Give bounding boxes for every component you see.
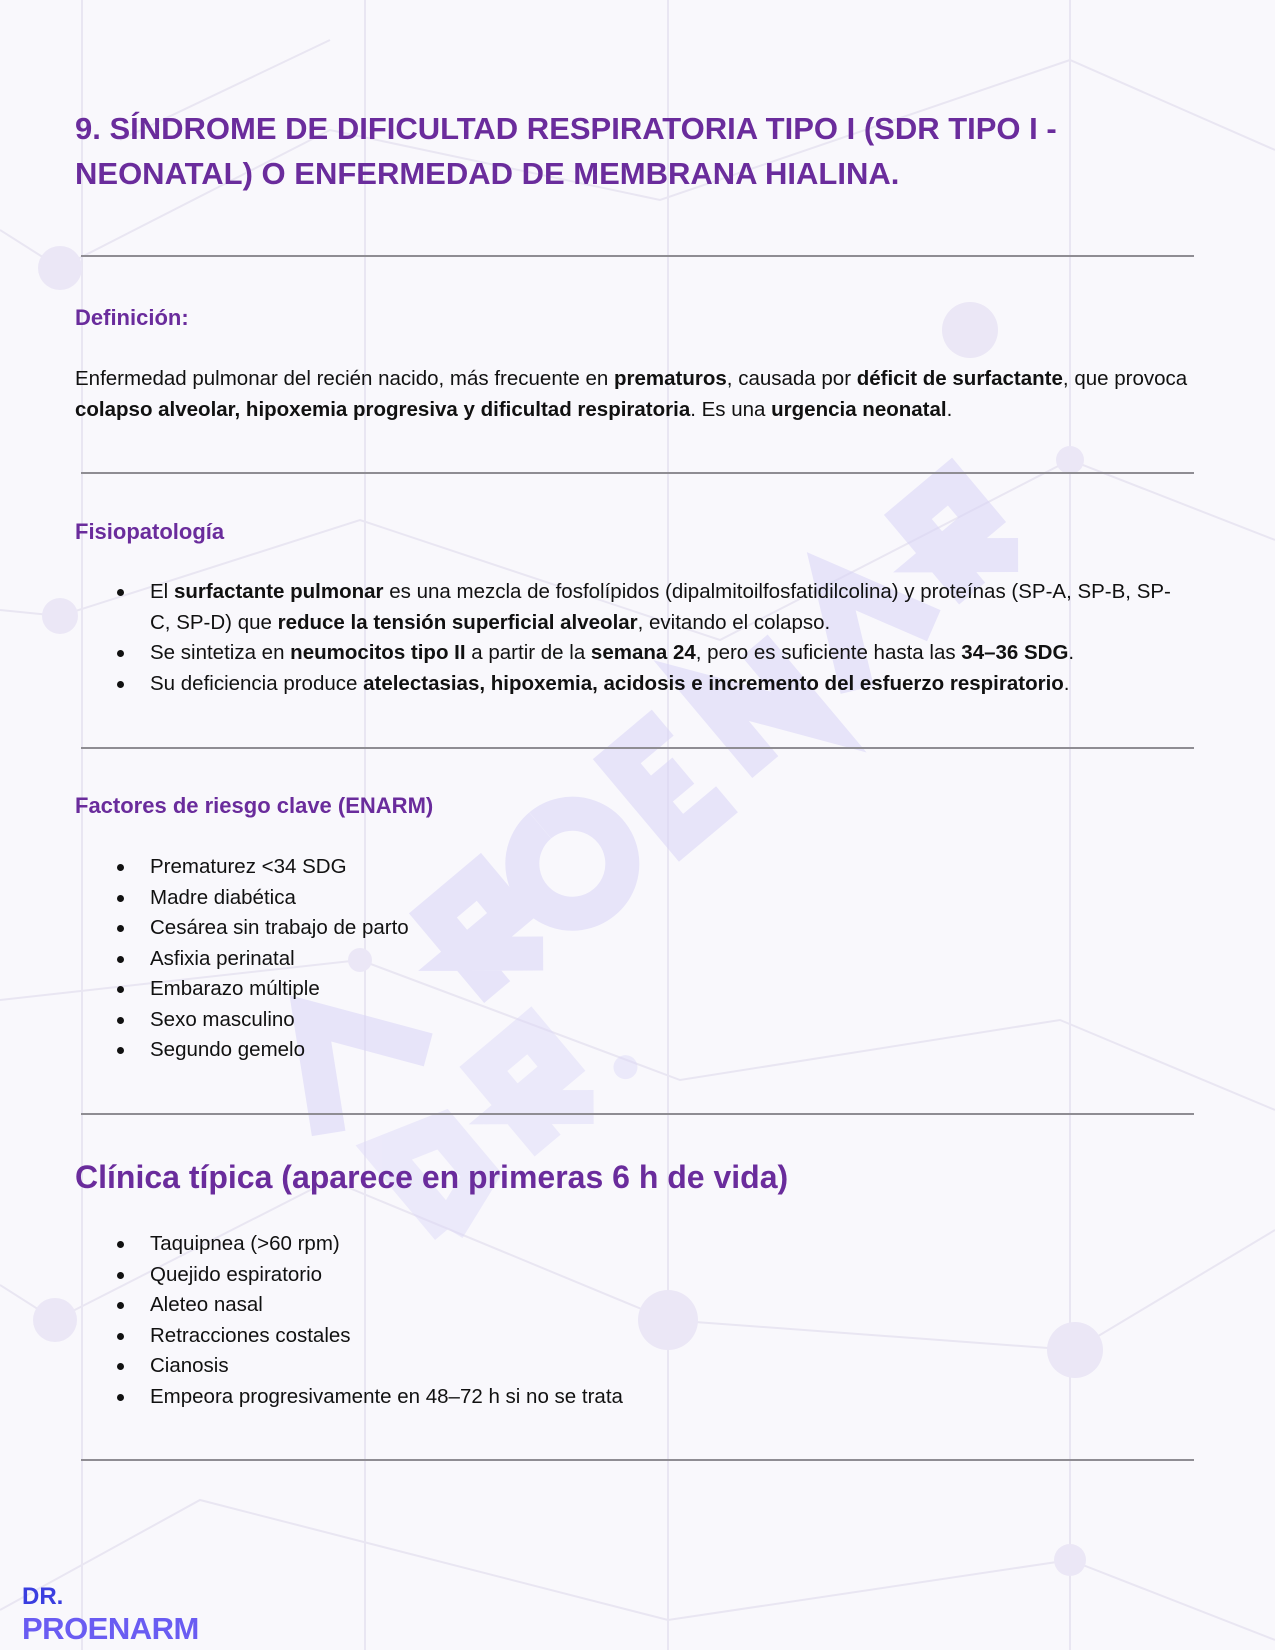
- text-run: .: [946, 397, 953, 421]
- text-run: Enfermedad pulmonar del recién nacido, más frecuente en: [75, 367, 615, 390]
- section-heading-definicion: Definición:: [75, 305, 189, 330]
- text-run: .: [1068, 641, 1075, 664]
- text-run: Taquipnea (>60 rpm): [150, 1232, 340, 1255]
- list-item: [75, 638, 1185, 669]
- brand-logo: [22, 1585, 222, 1645]
- bold-text: urgencia neonatal: [771, 397, 947, 421]
- section-heading-clinica: Clínica típica (aparece en primeras 6 h de vida): [75, 1159, 789, 1195]
- bold-text: semana 24: [590, 641, 696, 664]
- list-item: [75, 1321, 1185, 1352]
- clinica-list: [75, 1229, 1185, 1412]
- factores-list: [75, 852, 1185, 1066]
- text-run: .: [1063, 671, 1070, 695]
- text-run: Retracciones costales: [150, 1323, 351, 1347]
- logo-line-1: DR.: [22, 1583, 64, 1610]
- text-run: Cianosis: [150, 1354, 229, 1377]
- bold-text: surfactante pulmonar: [173, 580, 384, 603]
- list-item: [75, 974, 1185, 1005]
- text-run: Madre diabética: [150, 885, 296, 909]
- text-run: Cesárea sin trabajo de parto: [150, 916, 409, 939]
- text-run: , pero es suficiente hasta las: [695, 641, 962, 664]
- list-item: [75, 1382, 1185, 1413]
- text-run: . Es una: [690, 397, 772, 421]
- divider: [81, 747, 1194, 749]
- text-run: Segundo gemelo: [150, 1038, 306, 1061]
- list-item: [75, 1260, 1185, 1291]
- bold-text: déficit de surfactante: [856, 367, 1063, 390]
- bold-text: atelectasias, hipoxemia, acidosis e incremento del esfuerzo respiratorio: [363, 671, 1064, 695]
- list-item: [75, 1035, 1185, 1066]
- text-run: Embarazo múltiple: [150, 977, 320, 1000]
- list-item: [75, 944, 1185, 975]
- text-run: Se sintetiza en: [150, 641, 291, 664]
- text-run: Empeora progresivamente en 48–72 h si no se trata: [150, 1384, 623, 1408]
- text-run: Quejido espiratorio: [150, 1262, 323, 1286]
- text-run: Sexo masculino: [150, 1007, 295, 1031]
- text-run: , causada por: [726, 367, 857, 390]
- list-item: [75, 1005, 1185, 1036]
- text-run: Asfixia perinatal: [150, 946, 295, 970]
- page-title: 9. SÍNDROME DE DIFICULTAD RESPIRATORIA TIPO I (SDR TIPO I - NEONATAL) O ENFERMEDAD DE MEMBRANA HIALINA.: [75, 111, 1057, 191]
- bold-text: reduce la tensión superficial alveolar: [277, 610, 638, 634]
- bold-text: prematuros: [614, 367, 727, 390]
- bold-text: neumocitos tipo II: [290, 641, 466, 664]
- divider: [81, 1113, 1194, 1115]
- section-heading-factores: Factores de riesgo clave (ENARM): [75, 793, 434, 818]
- logo-line-2: PROENARM: [22, 1611, 199, 1646]
- text-run: , que provoca: [1062, 367, 1188, 390]
- definicion-text: [75, 364, 1195, 425]
- text-run: a partir de la: [465, 641, 591, 664]
- text-run: , evitando el colapso.: [637, 610, 831, 634]
- divider: [81, 1459, 1194, 1461]
- bold-text: colapso alveolar, hipoxemia progresiva y dificultad respiratoria: [75, 397, 691, 421]
- section-heading-fisiopatologia: Fisiopatología: [75, 519, 225, 544]
- divider: [81, 255, 1194, 257]
- list-item: [75, 852, 1185, 883]
- text-run: El: [150, 580, 174, 603]
- list-item: [75, 669, 1185, 700]
- text-run: es una mezcla de fosfolípidos (dipalmitoilfosfatidilcolina) y proteínas (SP-A, SP-B, SP-C, SP-D) que: [150, 580, 1171, 634]
- bold-text: 34–36 SDG: [961, 641, 1069, 664]
- divider: [81, 472, 1194, 474]
- list-item: [75, 1229, 1185, 1260]
- list-item: [75, 883, 1185, 914]
- fisiopatologia-list: [75, 577, 1185, 699]
- list-item: [75, 913, 1185, 944]
- list-item: [75, 1351, 1185, 1382]
- text-run: Su deficiencia produce: [150, 671, 364, 695]
- text-run: Aleteo nasal: [150, 1293, 263, 1316]
- list-item: [75, 577, 1185, 638]
- text-run: Prematurez <34 SDG: [150, 855, 347, 878]
- list-item: [75, 1290, 1185, 1321]
